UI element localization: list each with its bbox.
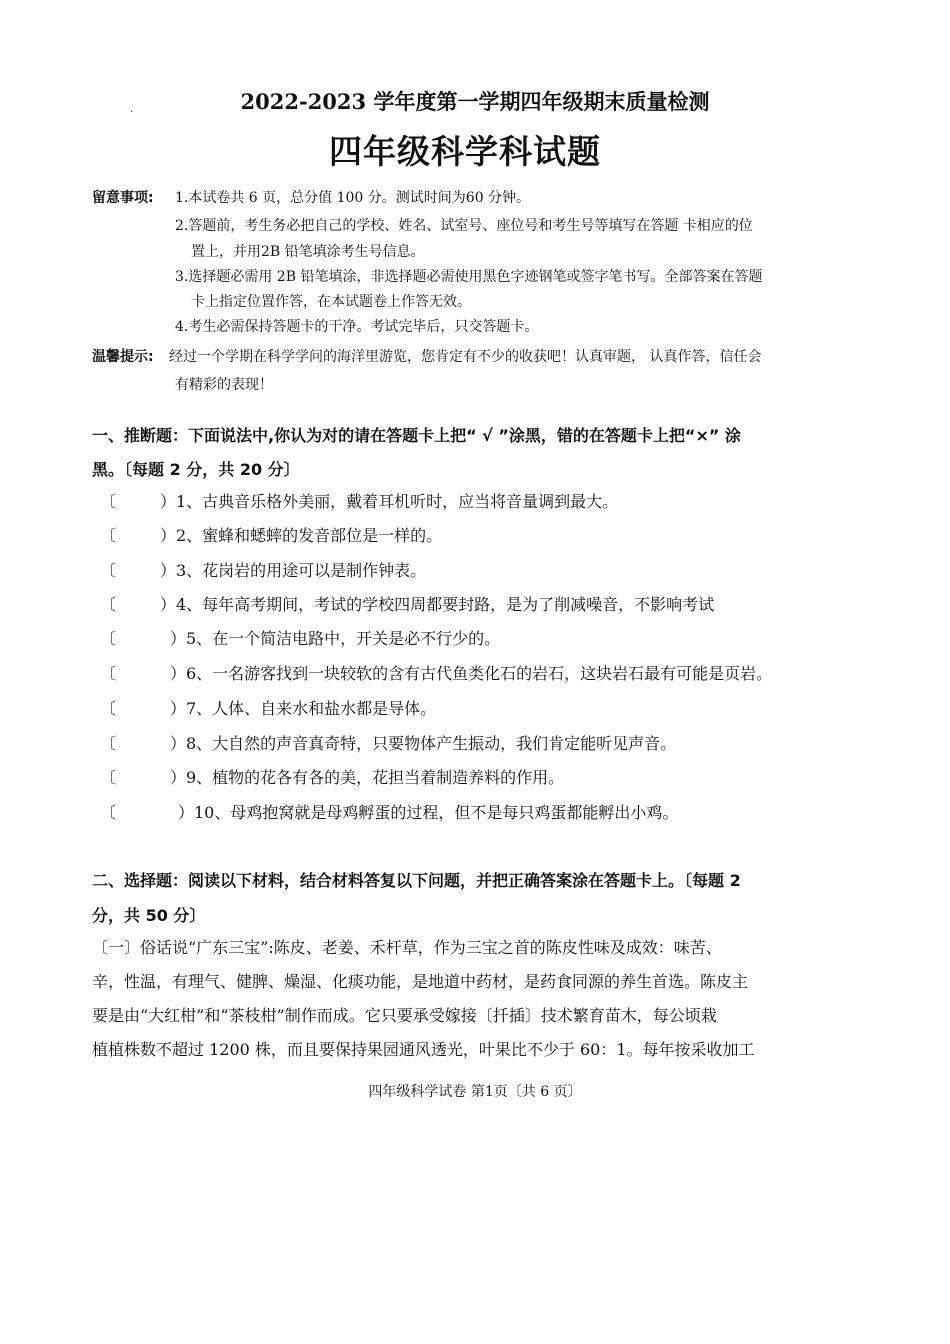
section1-heading-cont: 黑。〔每题 2 分，共 20 分〕	[92, 460, 300, 479]
section2-heading-cont: 分，共 50 分〕	[92, 906, 206, 925]
tf-open-paren-3: 〔	[100, 561, 117, 580]
tf-item-6: ）6、一名游客找到一块较软的含有古代鱼类化石的岩石，这块岩石最有可能是页岩。	[170, 664, 773, 683]
tf-item-3: ）3、花岗岩的用途可以是制作钟表。	[160, 561, 427, 580]
tf-item-7: ）7、人体、自来水和盐水都是导体。	[170, 699, 437, 718]
subject-title: 四年级科学科试题	[329, 132, 601, 171]
material-paragraph-line-2: 辛，性温，有理气、健脾、燥湿、化痰功能，是地道中药材，是药食同源的养生首选。陈皮主	[92, 972, 749, 991]
tf-item-5: ）5、在一个简洁电路中，开关是必不行少的。	[170, 629, 501, 648]
tf-item-9: ）9、植物的花各有各的美，花担当着制造养料的作用。	[170, 768, 565, 787]
tf-item-2: ）2、蜜蜂和蟋蟀的发音部位是一样的。	[160, 526, 443, 545]
tip-text: 经过一个学期在科学学问的海洋里游览，您肯定有不少的收获吧！认真审题， 认真作答，信任会	[169, 349, 762, 365]
tf-open-paren-5: 〔	[100, 629, 117, 648]
tf-open-paren-4: 〔	[100, 595, 117, 614]
tf-open-paren-6: 〔	[100, 664, 117, 683]
tf-item-8: ）8、大自然的声音真奇特，只要物体产生振动，我们肯定能听见声音。	[170, 734, 677, 753]
tf-item-10: ）10、母鸡抱窝就是母鸡孵蛋的过程，但不是每只鸡蛋都能孵出小鸡。	[178, 803, 679, 822]
tf-item-1: ）1、古典音乐格外美丽，戴着耳机听时，应当将音量调到最大。	[160, 492, 619, 511]
tf-open-paren-8: 〔	[100, 734, 117, 753]
page-footer: 四年级科学试卷 第1页〔共 6 页〕	[368, 1084, 582, 1100]
material-paragraph-line-1: 〔一〕俗话说“广东三宝”:陈皮、老姜、禾杆草，作为三宝之首的陈皮性味及成效：味苦、	[92, 938, 722, 957]
note-item-2: 2.答题前，考生务必把自己的学校、姓名、试室号、座位号和考生号等填写在答题 卡相应的位	[175, 218, 753, 234]
section1-heading: 一、推断题：下面说法中,你认为对的请在答题卡上把“ √ ”涂黑，错的在答题卡上把“×” 涂	[92, 426, 741, 445]
material-paragraph-line-3: 要是由“大红柑”和“茶枝柑”制作而成。它只要承受嫁接〔扦插〕技术繁育苗木，每公顷栽	[92, 1006, 717, 1025]
tf-open-paren-7: 〔	[100, 699, 117, 718]
section2-heading: 二、选择题：阅读以下材料，结合材料答复以下问题，并把正确答案涂在答题卡上。〔每题 2	[92, 871, 741, 890]
stray-dot: .	[130, 104, 134, 115]
note-item-4: 4.考生必需保持答题卡的干净。考试完毕后，只交答题卡。	[175, 319, 539, 335]
notes-label: 留意事项:	[92, 190, 154, 206]
note-item-1: 1.本试卷共 6 页，总分值 100 分。测试时间为60 分钟。	[175, 190, 531, 206]
tf-open-paren-2: 〔	[100, 526, 117, 545]
tip-text-cont: 有精彩的表现！	[175, 377, 273, 393]
tf-item-4: ）4、每年高考期间，考试的学校四周都要封路，是为了削减噪音，不影响考试	[160, 595, 715, 614]
note-item-2-cont: 置上，并用2B 铅笔填涂考生号信息。	[191, 244, 425, 260]
exam-title: 2022-2023 学年度第一学期四年级期末质量检测	[240, 89, 710, 114]
tf-open-paren-10: 〔	[100, 803, 117, 822]
note-item-3: 3.选择题必需用 2B 铅笔填涂，非选择题必需使用黑色字迹钢笔或签字笔书写。全部答案在答题	[175, 269, 763, 285]
material-paragraph-line-4: 植植株数不超过 1200 株，而且要保持果园通风透光，叶果比不少于 60：1。每年按采收加工	[92, 1040, 755, 1059]
tf-open-paren-1: 〔	[100, 492, 117, 511]
note-item-3-cont: 卡上指定位置作答，在本试题卷上作答无效。	[191, 294, 471, 310]
tip-label: 温馨提示:	[92, 349, 154, 365]
tf-open-paren-9: 〔	[100, 768, 117, 787]
